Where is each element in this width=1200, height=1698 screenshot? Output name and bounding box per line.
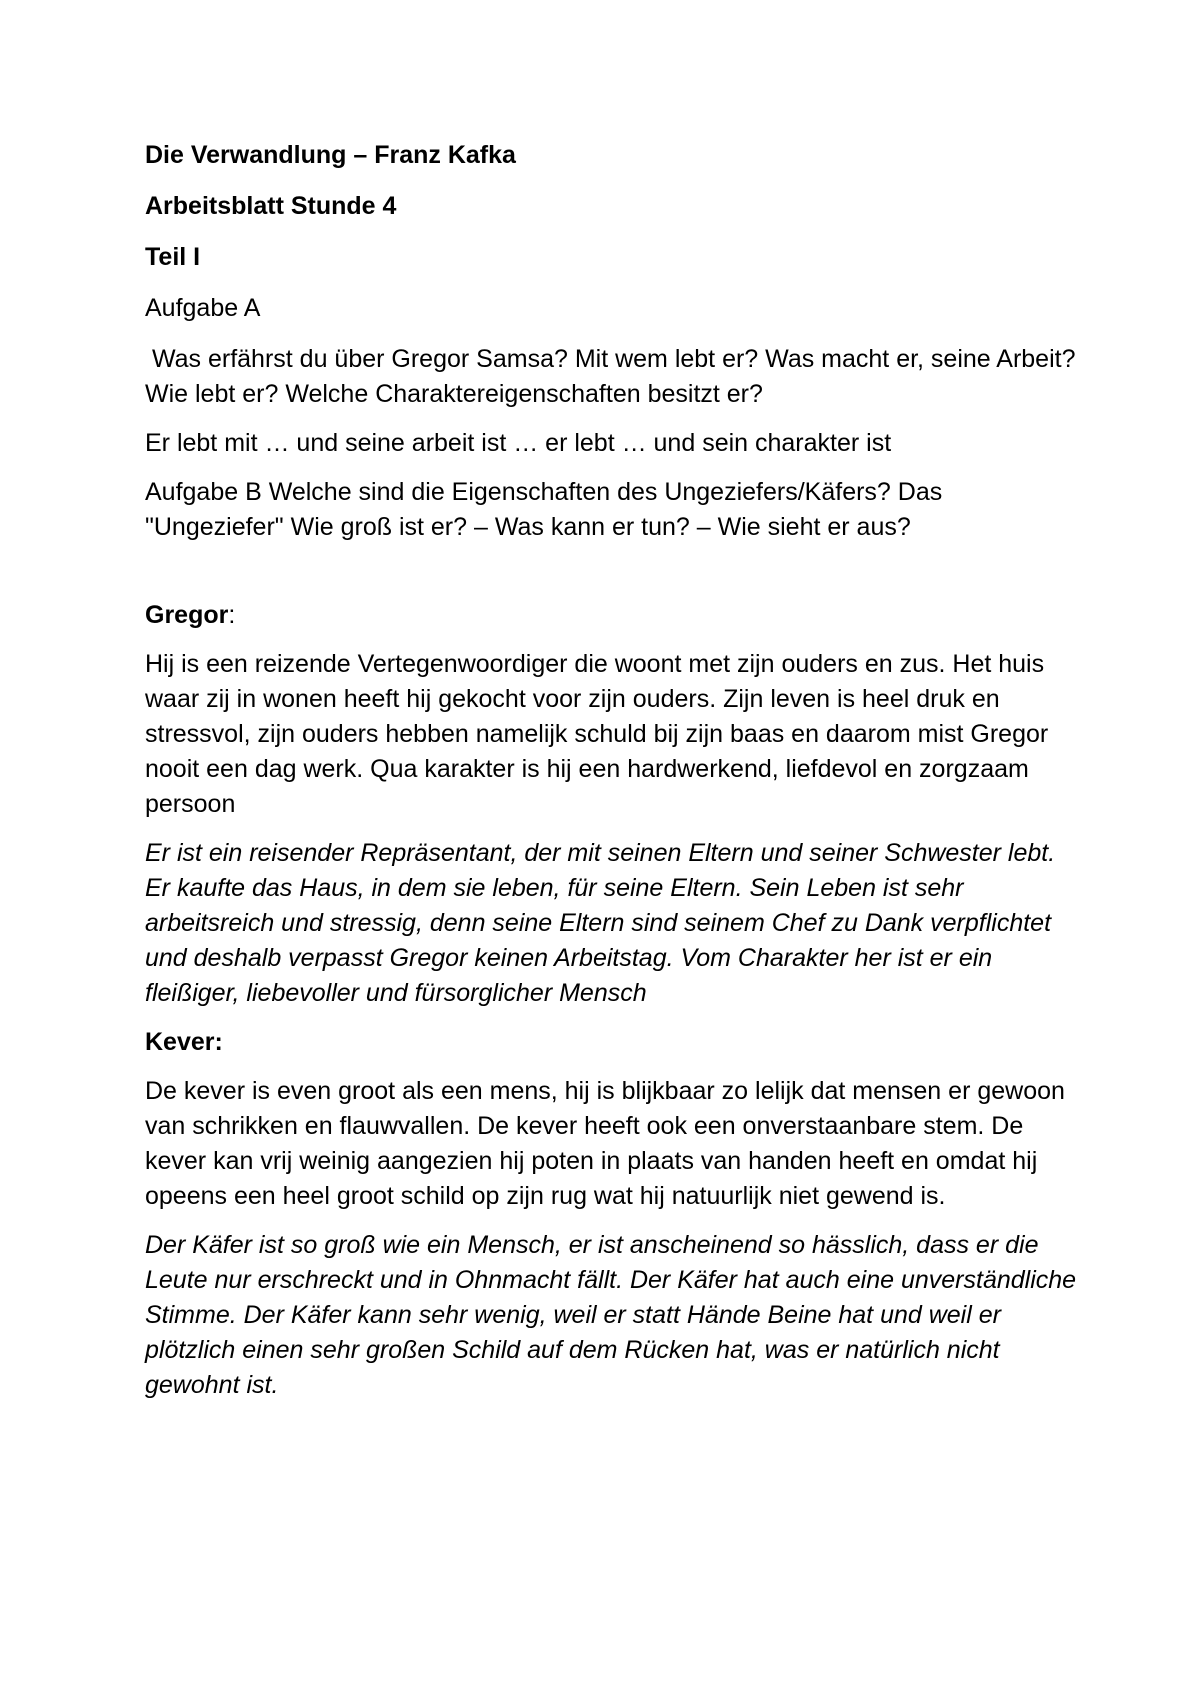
- document-subtitle: Arbeitsblatt Stunde 4: [145, 192, 397, 220]
- gregor-heading: [145, 598, 1085, 633]
- gregor-german-paragraph: Er ist ein reisender Repräsentant, der mit seinen Eltern und seiner Schwester lebt. Er kaufte das Haus, in dem sie leben, für seine Eltern. Sein Leben ist sehr arbeitsreich und stressig, denn seine Eltern sind seinem Chef zu Dank verpflichtet und deshalb verpasst Gregor keinen Arbeitstag. Vom Charakter her ist er ein fleißiger, liebevoller und fürsorglicher Mensch: [145, 839, 1056, 1007]
- aufgabe-a-question: Was erfährst du über Gregor Samsa? Mit wem lebt er? Was macht er, seine Arbeit? Wie lebt er? Welche Charaktereigenschaften besitzt er?: [145, 345, 1083, 408]
- part-heading: Teil I: [145, 243, 201, 271]
- kever-dutch-paragraph: De kever is even groot als een mens, hij is blijkbaar zo lelijk dat mensen er gewoon van schrikken en flauwvallen. De kever heeft ook een onverstaanbare stem. De kever kan vrij weinig aangezien hij poten in plaats van handen heeft en omdat hij opeens een heel groot schild op zijn rug wat hij natuurlijk niet gewend is.: [145, 1077, 1065, 1210]
- gregor-heading-colon: :: [228, 601, 236, 629]
- document-title: Die Verwandlung – Franz Kafka: [145, 141, 516, 169]
- aufgabe-a-heading: Aufgabe A: [145, 294, 261, 322]
- gregor-dutch-paragraph: Hij is een reizende Vertegenwoordiger die woont met zijn ouders en zus. Het huis waar zij in wonen heeft hij gekocht voor zijn ouders. Zijn leven is heel druk en stressvol, zijn ouders hebben namelijk schuld bij zijn baas en daarom mist Gregor nooit een dag werk. Qua karakter is hij een hardwerkend, liefdevol en zorgzaam persoon: [145, 650, 1049, 818]
- aufgabe-a-answer: Er lebt mit … und seine arbeit ist … er lebt … und sein charakter ist: [145, 429, 892, 457]
- gregor-heading-label: Gregor: [145, 601, 229, 629]
- kever-heading: Kever:: [145, 1028, 223, 1056]
- kever-german-paragraph: Der Käfer ist so groß wie ein Mensch, er ist anscheinend so hässlich, dass er die Leute nur erschreckt und in Ohnmacht fällt. Der Käfer hat auch eine unverständliche Stimme. Der Käfer kann sehr wenig, weil er statt Hände Beine hat und weil er plötzlich einen sehr großen Schild auf dem Rücken hat, was er natürlich nicht gewohnt ist.: [145, 1231, 1077, 1399]
- document-page: [145, 138, 1085, 1403]
- aufgabe-b-text: Aufgabe B Welche sind die Eigenschaften des Ungeziefers/Käfers? Das "Ungeziefer" Wie groß ist er? – Was kann er tun? – Wie sieht er aus?: [145, 478, 943, 541]
